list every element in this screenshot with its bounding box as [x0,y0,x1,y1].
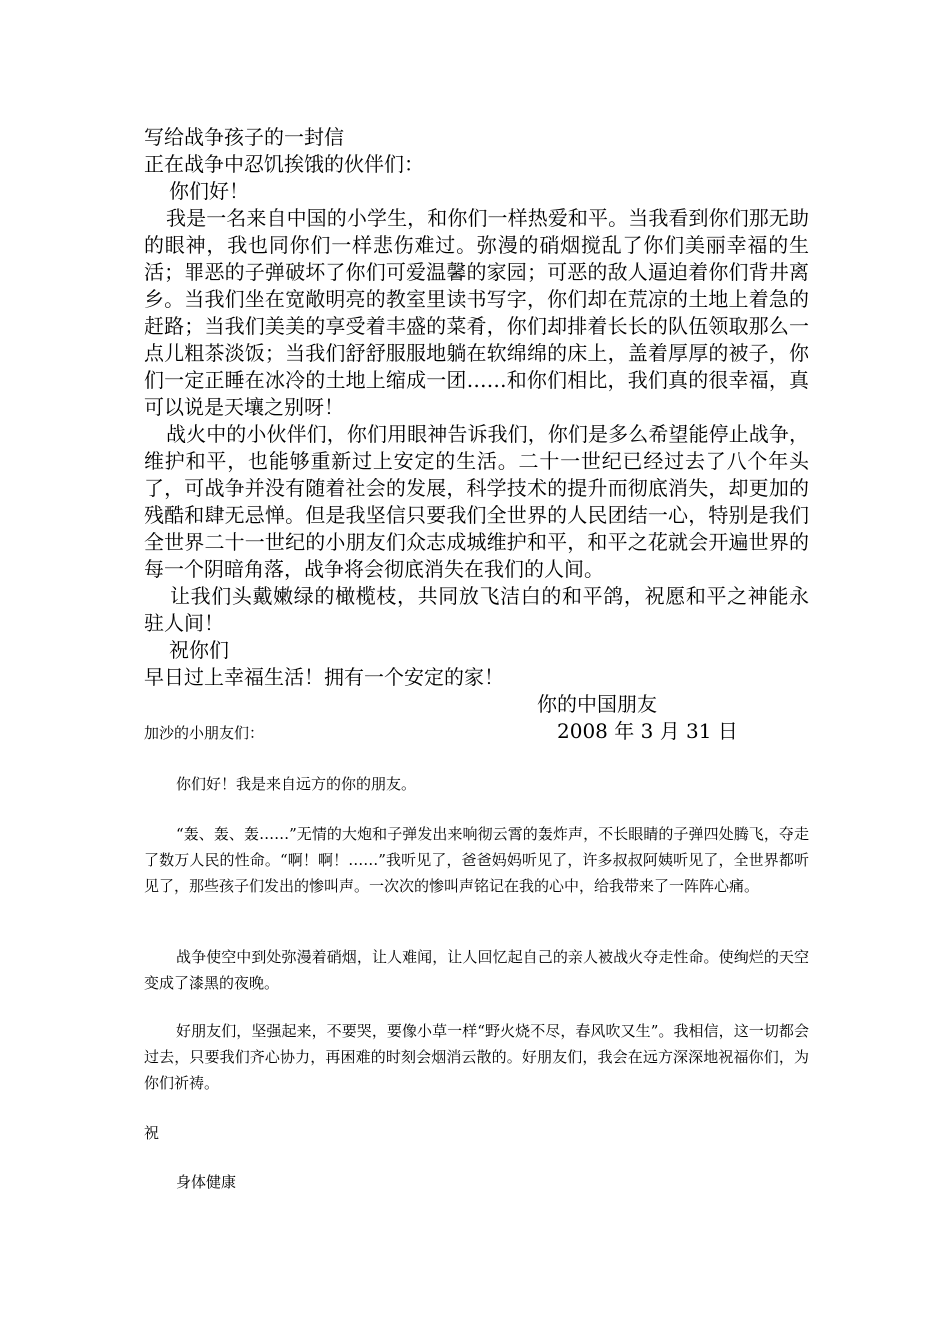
letter-one-paragraph: 我是一名来自中国的小学生，和你们一样热爱和平。当我看到你们那无助的眼神，我也同你们一样悲伤难过。弥漫的硝烟搅乱了你们美丽幸福的生活；罪恶的子弹破坏了你们可爱温馨的家园；可恶的敌人逼迫着你们背井离乡。当我们坐在宽敞明亮的教室里读书写字，你们却在荒凉的土地上着急的赶路；当我们美美的享受着丰盛的菜肴，你们却排着长长的队伍领取那么一点儿粗茶淡饭；当我们舒舒服服地躺在软绵绵的床上，盖着厚厚的被子，你们一定正睡在冰冷的土地上缩成一团……和你们相比，我们真的很幸福，真可以说是天壤之别呀！ [144,206,809,419]
letter-two-wish-line: 身体健康 [176,1173,237,1191]
letter-two-greeting: 你们好！我是来自远方的你的朋友。 [176,775,417,793]
letter-two-paragraph: “轰、轰、轰……”无情的大炮和子弹发出来响彻云霄的轰炸声，不长眼睛的子弹四处腾飞，夺走了数万人民的性命。“啊！啊！……”我听见了，爸爸妈妈听见了，许多叔叔阿姨听见了，全世界都听见了，那些孩子们发出的惨叫声。一次次的惨叫声铭记在我的心中，给我带来了一阵阵心痛。 [144,825,809,895]
letter-one-greeting: 你们好！ [169,179,249,203]
letter-one-paragraph: 战火中的小伙伴们，你们用眼神告诉我们，你们是多么希望能停止战争，维护和平，也能够重新过上安定的生活。二十一世纪已经过去了八个年头了，可战争并没有随着社会的发展，科学技术的提升而彻底消失，却更加的残酷和肆无忌惮。但是我坚信只要我们全世界的人民团结一心，特别是我们全世界二十一世纪的小朋友们众志成城维护和平，和平之花就会开遍世界的每一个阴暗角落，战争将会彻底消失在我们的人间。 [144,422,809,581]
letter-one-signature: 你的中国朋友 [537,692,657,716]
letter-two-paragraph: 好朋友们，坚强起来，不要哭，要像小草一样“野火烧不尽，春风吹又生”。我相信，这一切都会过去，只要我们齐心协力，再困难的时刻会烟消云散的。好朋友们，我会在远方深深地祝福你们，为你们祈祷。 [144,1022,809,1092]
letter-one-title: 写给战争孩子的一封信 [144,125,344,149]
letter-one-wish-line: 早日过上幸福生活！拥有一个安定的家！ [144,665,504,689]
letter-one-salutation: 正在战争中忍饥挨饿的伙伴们： [144,152,424,176]
letter-one-wish: 祝你们 [169,638,229,662]
letter-one-paragraph: 让我们头戴嫩绿的橄榄枝，共同放飞洁白的和平鸽，祝愿和平之神能永驻人间！ [144,584,809,635]
letter-one [144,124,809,745]
letter-two-paragraph: 战争使空中到处弥漫着硝烟，让人难闻，让人回忆起自己的亲人被战火夺走性命。使绚烂的天空变成了漆黑的夜晚。 [144,948,809,992]
letter-two-salutation: 加沙的小朋友们： [144,724,265,742]
letter-two-wish: 祝 [144,1124,160,1142]
letter-one-date: 2008 年 3 月 31 日 [557,719,738,743]
